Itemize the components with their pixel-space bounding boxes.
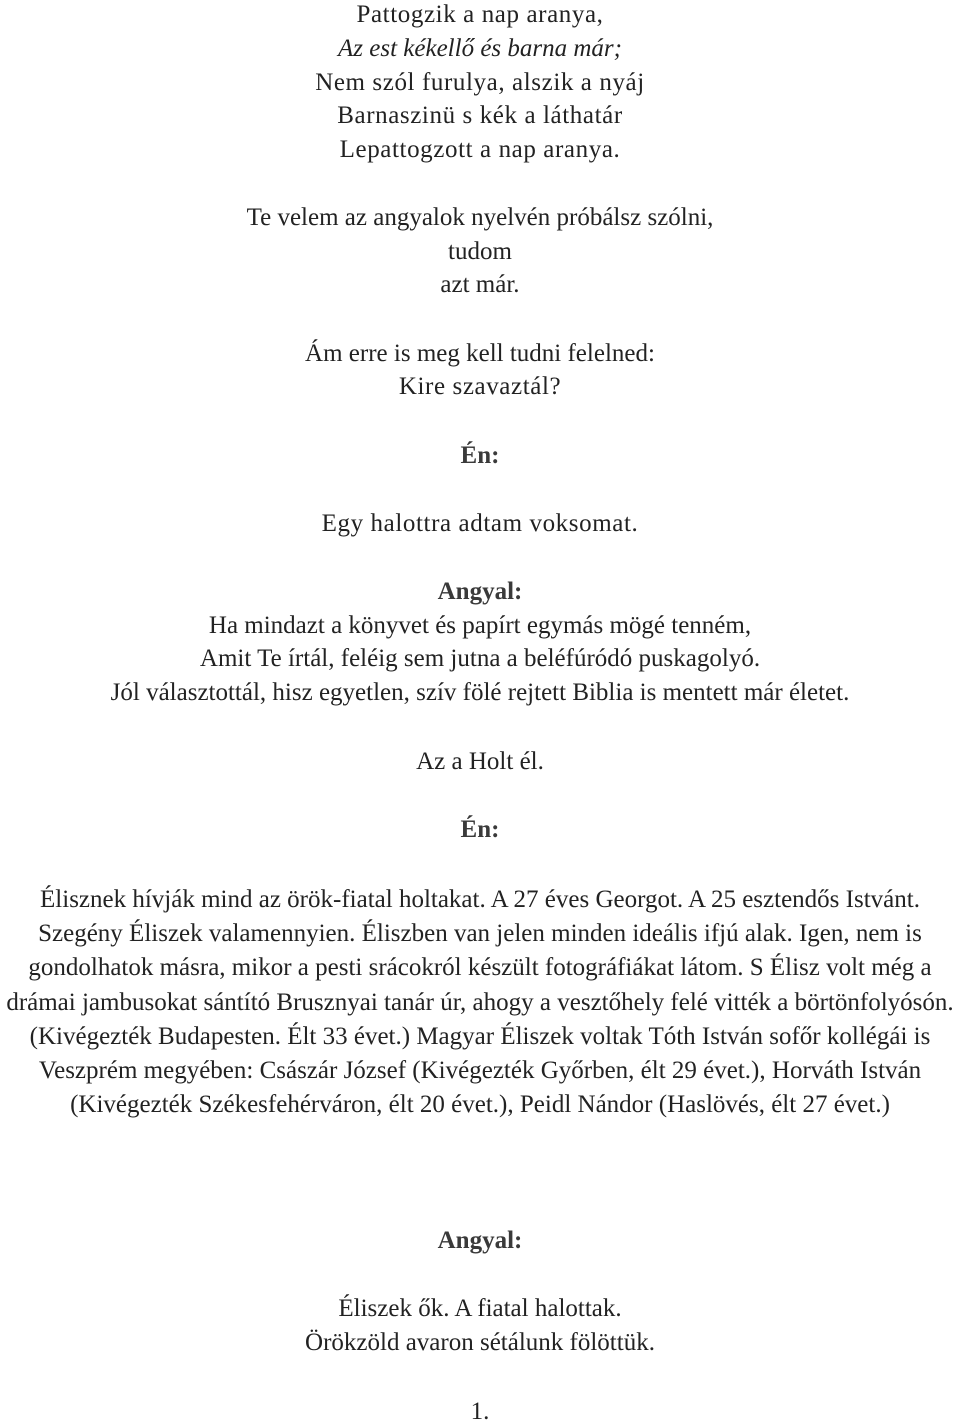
poem-line: Örökzöld avaron sétálunk fölöttük. [305, 1329, 655, 1356]
poem-line: Jól választottál, hisz egyetlen, szív fölé rejtett Biblia is mentett már életet. [110, 679, 850, 706]
poem-line: Amit Te írtál, feléig sem jutna a beléfúródó puskagolyó. [199, 645, 761, 672]
poem-line: Ha mindazt a könyvet és papírt egymás mögé tenném, [208, 612, 752, 639]
poem-line: Te velem az angyalok nyelvén próbálsz szólni, [246, 204, 714, 231]
speaker-label: Angyal: [437, 1227, 523, 1254]
poem-line: Ám erre is meg kell tudni felelned: [305, 340, 655, 367]
poem-line: Az a Holt él. [416, 748, 544, 775]
poem-line: Lepattogzott a nap aranya. [339, 136, 621, 163]
poem-line: Kire szavaztál? [398, 373, 562, 400]
poem-line: azt már. [440, 271, 520, 298]
prose-paragraph: Élisznek hívják mind az örök-fiatal holtakat. A 27 éves Georgot. A 25 esztendős Istvánt. Szegény Éliszek valamennyien. Éliszben van jelen minden ideális ifjú alak. Igen, nem is gondolhatok másra, mikor a pesti srácokról készült fotográfiákat látom. S Élisz volt még a drámai jambusokat sántító Brusznyai tanár úr, ahogy a vesztőhely felé vitték a börtönfolyósón. (Kivégezték Budapesten. Élt 33 évet.) Magyar Éliszek voltak Tóth István sofőr kollégái is Veszprém megyében: Császár József (Kivégezték Győrben, élt 29 évet.), Horváth István (Kivégezték Székesfehérváron, élt 20 évet.), Peidl Nándor (Haslövés, élt 27 évet.) [6, 886, 954, 1119]
poem-line: tudom [448, 238, 512, 265]
poem-line: Pattogzik a nap aranya, [356, 1, 604, 28]
poem-line: Éliszek ők. A fiatal halottak. [338, 1295, 622, 1322]
poem-line: Egy halottra adtam voksomat. [321, 510, 639, 537]
poem-line: Barnaszinü s kék a láthatár [337, 102, 623, 129]
poem-line: Nem szól furulya, alszik a nyáj [315, 69, 645, 96]
speaker-label: Én: [460, 442, 500, 469]
page-number: 1. [470, 1398, 490, 1425]
speaker-label: Én: [460, 816, 500, 843]
speaker-label: Angyal: [437, 578, 523, 605]
poem-line: Az est kékellő és barna már; [338, 35, 622, 62]
